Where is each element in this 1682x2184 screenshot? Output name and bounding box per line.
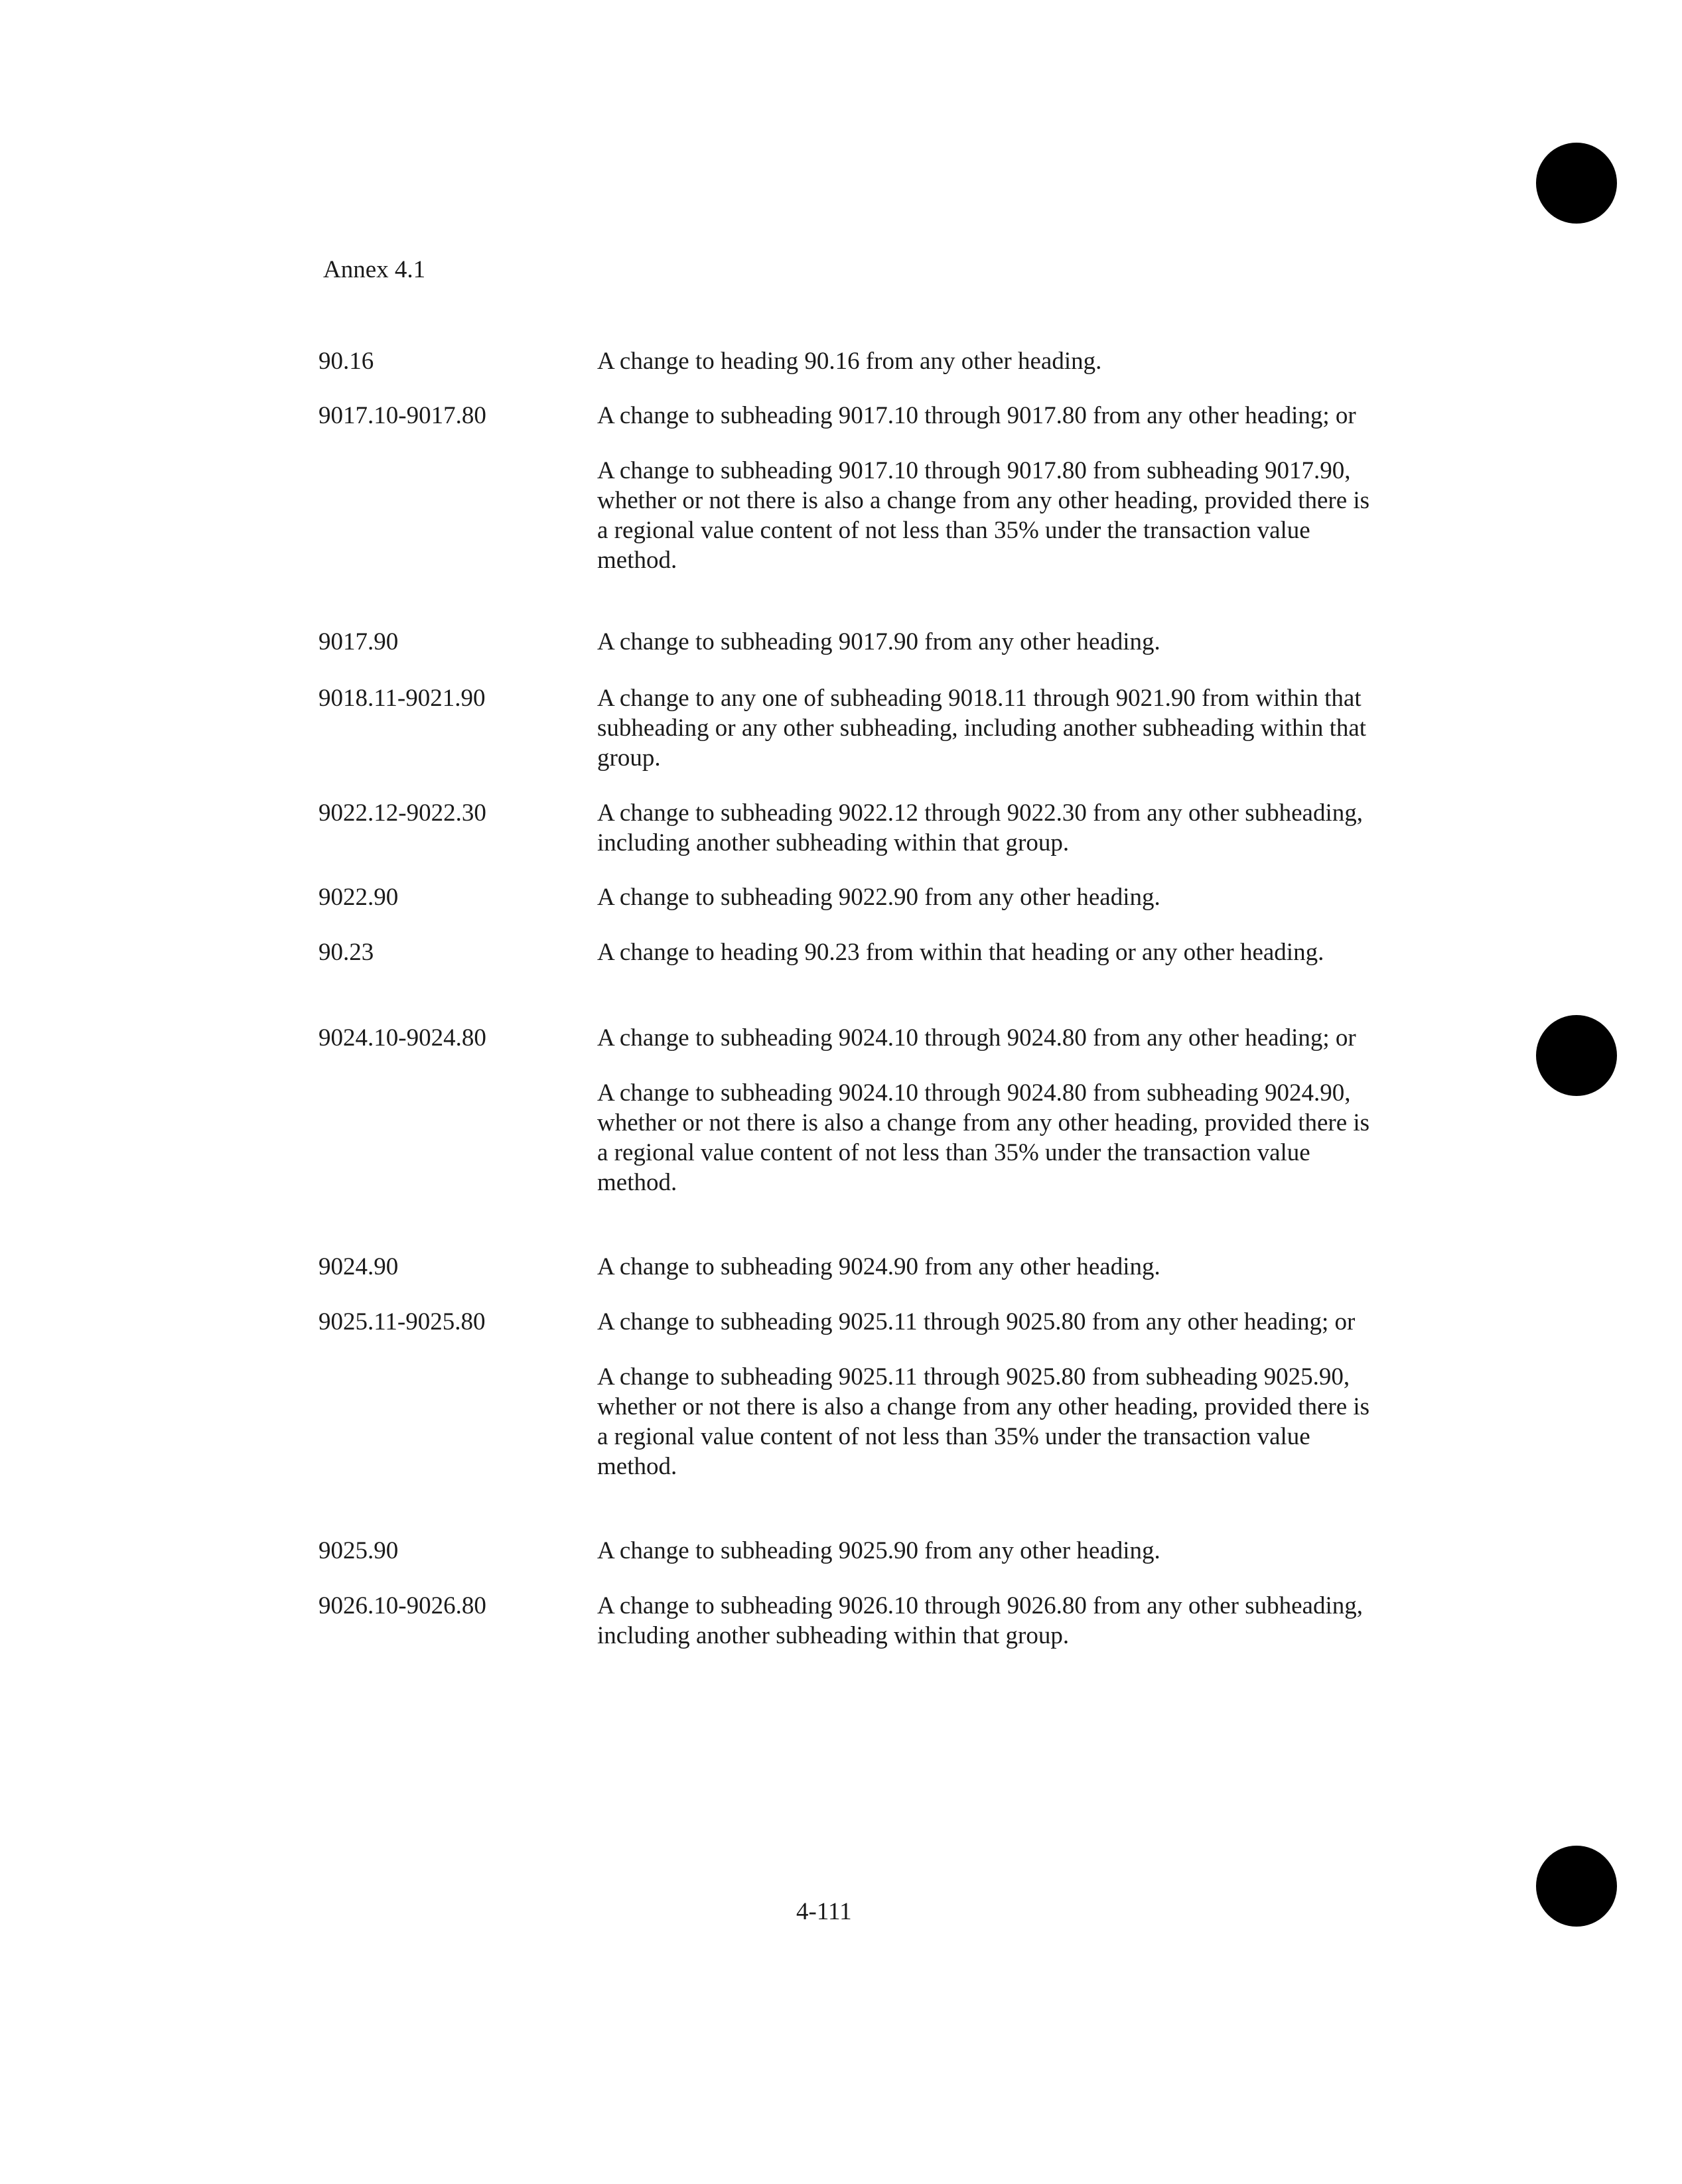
tariff-code: 90.16 (318, 348, 374, 375)
annex-label: Annex 4.1 (323, 256, 426, 283)
rule-text: A change to subheading 9017.10 through 9017.80 from subheading 9017.90, whether or not there is also a change from any other heading, provided there is a regional value content of not less than 35% under the transaction value method. (597, 457, 1370, 574)
rule-text: A change to subheading 9025.11 through 9025.80 from subheading 9025.90, whether or not there is also a change from any other heading, provided there is a regional value content of not less than 35% under the transaction value method. (597, 1363, 1370, 1480)
rule-description (597, 798, 1380, 858)
tariff-code: 9025.11-9025.80 (318, 1308, 486, 1335)
tariff-code: 9018.11-9021.90 (318, 685, 486, 712)
rule-description (597, 401, 1380, 575)
tariff-code: 9024.90 (318, 1253, 399, 1280)
rule-description (597, 346, 1380, 376)
rule-text: A change to subheading 9017.90 from any other heading. (597, 628, 1160, 655)
tariff-code: 9024.10-9024.80 (318, 1024, 486, 1052)
rule-text: A change to any one of subheading 9018.11 through 9021.90 from within that subheading or any other subheading, including another subheading within that group. (597, 685, 1367, 772)
tariff-code: 9022.90 (318, 884, 399, 911)
rule-description (597, 1023, 1380, 1197)
rule-text: A change to subheading 9024.10 through 9024.80 from subheading 9024.90, whether or not there is also a change from any other heading, provided there is a regional value content of not less than 35% under the transaction value method. (597, 1079, 1370, 1196)
rule-text: A change to heading 90.16 from any other heading. (597, 348, 1102, 375)
tariff-code: 9017.10-9017.80 (318, 402, 486, 429)
rule-description (597, 683, 1380, 773)
rule-description (597, 882, 1380, 912)
page-number: 4-111 (796, 1898, 852, 1925)
rule-description (597, 1252, 1380, 1282)
rule-text: A change to subheading 9025.11 through 9025.80 from any other heading; or (597, 1308, 1356, 1335)
tariff-code: 9017.90 (318, 628, 399, 655)
rule-text: A change to heading 90.23 from within that heading or any other heading. (597, 939, 1324, 966)
rule-description (597, 1591, 1380, 1651)
rule-text: A change to subheading 9026.10 through 9026.80 from any other subheading, including another subheading within that group. (597, 1592, 1363, 1649)
rule-description (597, 1536, 1380, 1566)
tariff-code: 9022.12-9022.30 (318, 799, 486, 827)
tariff-code: 90.23 (318, 939, 374, 966)
rule-text: A change to subheading 9017.10 through 9017.80 from any other heading; or (597, 402, 1356, 429)
tariff-code: 9026.10-9026.80 (318, 1592, 486, 1619)
rule-description (597, 937, 1380, 967)
rule-text: A change to subheading 9022.12 through 9022.30 from any other subheading, including another subheading within that group. (597, 799, 1363, 856)
rule-text: A change to subheading 9024.90 from any other heading. (597, 1253, 1160, 1280)
tariff-code: 9025.90 (318, 1537, 399, 1564)
rule-description (597, 627, 1380, 657)
rule-text: A change to subheading 9022.90 from any other heading. (597, 884, 1160, 911)
rule-description (597, 1307, 1380, 1481)
rule-text: A change to subheading 9025.90 from any other heading. (597, 1537, 1160, 1564)
rule-text: A change to subheading 9024.10 through 9024.80 from any other heading; or (597, 1024, 1356, 1052)
